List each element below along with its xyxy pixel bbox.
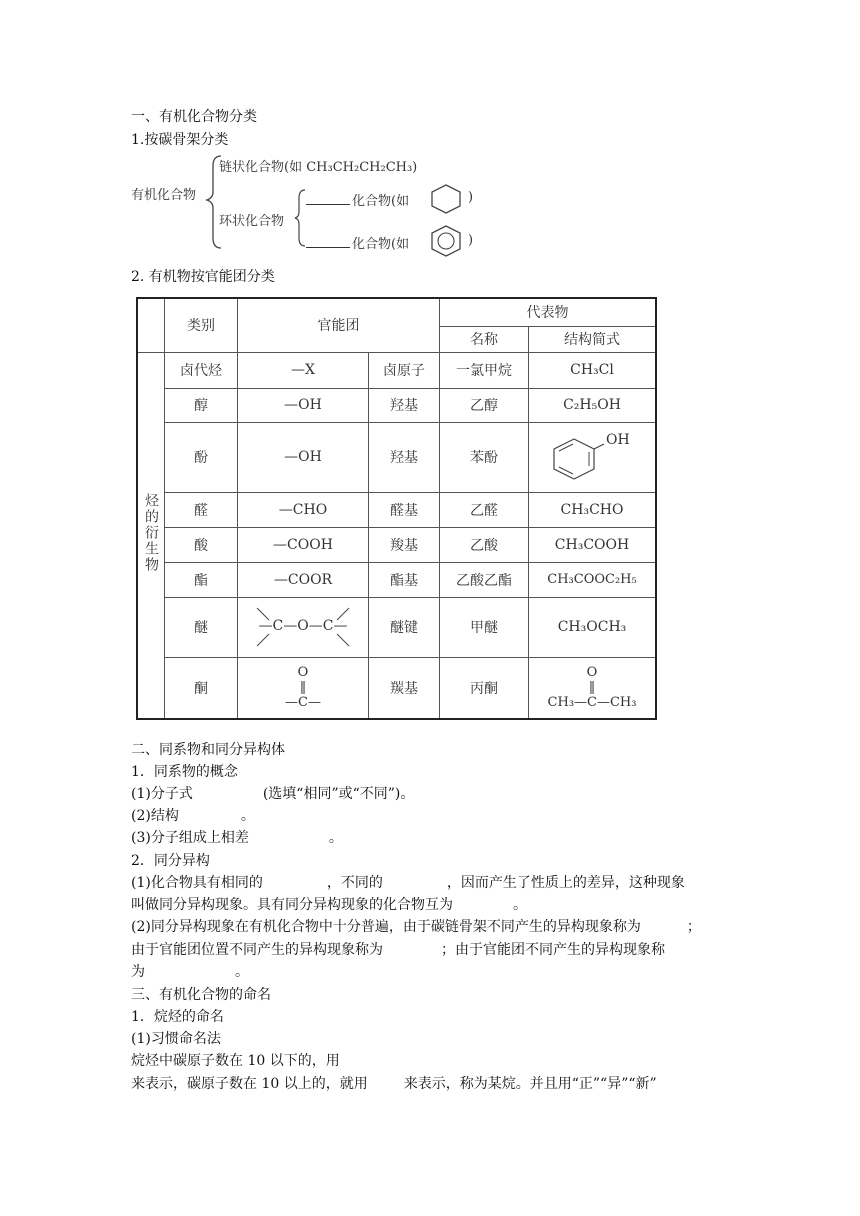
homolog-item-3: (3)分子组成上相差 。 — [131, 830, 343, 846]
ring-sub-1-text: 化合物(如 — [352, 194, 410, 209]
group-name-cell: 羰基 — [369, 657, 440, 719]
formula-cell: C₂H₅OH — [529, 388, 657, 422]
group-cell: —CHO — [238, 492, 369, 527]
formula-cell: CH₃CHO — [529, 492, 657, 527]
table-row — [137, 388, 656, 422]
common-naming-line2: 来表示，碳原子数在 10 以上的，就用 来表示，称为某烷。并且用“正”“异”“新” — [131, 1076, 657, 1092]
table-row — [137, 527, 656, 562]
category-cell: 醛 — [165, 492, 238, 527]
name-cell: 乙醇 — [440, 388, 529, 422]
root-label: 有机化合物 — [131, 188, 197, 203]
section-2-title: 二、同系物和同分异构体 — [131, 742, 285, 758]
isomer-p2-line3: 为 。 — [131, 964, 249, 980]
category-cell: 酮 — [165, 657, 238, 719]
group-name-cell: 羟基 — [369, 388, 440, 422]
formula-cell: CH₃COOH — [529, 527, 657, 562]
side-label-cell — [137, 352, 165, 719]
group-cell-ketone — [238, 657, 369, 719]
isomer-p1-line1: (1)化合物具有相同的 ，不同的 ，因而产生了性质上的差异，这种现象 — [131, 875, 685, 891]
group-name-cell: 羟基 — [369, 422, 440, 492]
section-1-title: 一、有机化合物分类 — [131, 109, 257, 125]
double-bond: ‖ — [299, 680, 307, 696]
carbonyl-oxygen: O — [297, 665, 309, 681]
ring-sub-2-text: 化合物(如 — [352, 237, 410, 252]
acetone-chain: CH₃—C—CH₃ — [547, 695, 637, 711]
group-name-cell: 羧基 — [369, 527, 440, 562]
header-formula: 结构简式 — [529, 326, 657, 352]
side-label: 烃的衍生物 — [143, 493, 159, 574]
section-3-title: 三、有机化合物的命名 — [131, 987, 271, 1003]
table-row — [137, 657, 656, 719]
name-cell: 乙酸 — [440, 527, 529, 562]
name-cell: 一氯甲烷 — [440, 352, 529, 388]
corner-cell — [137, 298, 165, 352]
formula-cell: CH₃COOC₂H₅ — [529, 562, 657, 597]
group-cell: —OH — [238, 422, 369, 492]
category-cell: 酯 — [165, 562, 238, 597]
category-cell: 醚 — [165, 597, 238, 657]
group-cell: —X — [238, 352, 369, 388]
header-representative: 代表物 — [440, 298, 657, 326]
phenol-oh: OH — [606, 432, 630, 448]
isomer-heading: 2．同分异构 — [131, 853, 210, 869]
isomer-p2-line2: 由于官能团位置不同产生的异构现象称为 ；由于官能团不同产生的异构现象称 — [131, 942, 665, 958]
skeleton-heading: 1.按碳骨架分类 — [131, 132, 229, 148]
formula-cell: CH₃OCH₃ — [529, 597, 657, 657]
carbonyl-carbon: —C— — [285, 695, 321, 711]
formula-cell-phenol — [529, 422, 657, 492]
table-row — [137, 422, 656, 492]
header-category: 类别 — [165, 298, 238, 352]
phenol-ring-icon — [546, 436, 606, 482]
group-cell: —OH — [238, 388, 369, 422]
group-name-cell: 卤原子 — [369, 352, 440, 388]
group-name-cell: 醚键 — [369, 597, 440, 657]
ether-group-text: —C—O—C— — [258, 618, 348, 634]
benzene-icon — [428, 224, 464, 258]
formula-cell-acetone — [529, 657, 657, 719]
homolog-item-2: (2)结构 。 — [131, 808, 255, 824]
header-group: 官能团 — [238, 298, 440, 352]
name-cell: 乙醛 — [440, 492, 529, 527]
category-cell: 卤代烃 — [165, 352, 238, 388]
group-heading: 2. 有机物按官能团分类 — [131, 269, 275, 285]
category-cell: 酸 — [165, 527, 238, 562]
chain-label: 链状化合物(如 CH₃CH₂CH₂CH₃) — [219, 160, 418, 175]
name-cell: 丙酮 — [440, 657, 529, 719]
name-cell: 乙酸乙酯 — [440, 562, 529, 597]
table-row — [137, 352, 656, 388]
common-naming-line1: 烷烃中碳原子数在 10 以下的，用 — [131, 1053, 340, 1069]
category-cell: 醇 — [165, 388, 238, 422]
cyclohexane-icon — [428, 183, 464, 215]
category-cell: 酚 — [165, 422, 238, 492]
table-row — [137, 562, 656, 597]
group-cell: —COOH — [238, 527, 369, 562]
blank[interactable] — [306, 192, 350, 205]
ring-label: 环状化合物 — [219, 214, 285, 229]
table-row — [137, 492, 656, 527]
isomer-p2-line1: (2)同分异构现象在有机化合物中十分普遍，由于碳链骨架不同产生的异构现象称为 ； — [131, 919, 701, 935]
formula-cell: CH₃Cl — [529, 352, 657, 388]
group-cell-ether — [238, 597, 369, 657]
group-cell: —COOR — [238, 562, 369, 597]
group-name-cell: 酯基 — [369, 562, 440, 597]
header-name: 名称 — [440, 326, 529, 352]
carbonyl-oxygen: O — [586, 665, 598, 681]
group-name-cell: 醛基 — [369, 492, 440, 527]
alkane-naming-heading: 1．烷烃的命名 — [131, 1009, 224, 1025]
ring-sub-2 — [306, 233, 409, 252]
name-cell: 苯酚 — [440, 422, 529, 492]
common-naming-heading: (1)习惯命名法 — [131, 1031, 221, 1047]
table-row — [137, 597, 656, 657]
name-cell: 甲醚 — [440, 597, 529, 657]
blank[interactable] — [306, 235, 350, 248]
close-paren: ) — [468, 190, 474, 205]
functional-group-table — [136, 297, 657, 720]
close-paren: ) — [468, 233, 474, 248]
ring-sub-1 — [306, 190, 409, 209]
isomer-p1-line2: 叫做同分异构现象。具有同分异构现象的化合物互为 。 — [131, 897, 527, 913]
homolog-item-1: (1)分子式 (选填“相同”或“不同”)。 — [131, 786, 415, 802]
homolog-heading: 1．同系物的概念 — [131, 764, 238, 780]
double-bond: ‖ — [588, 680, 596, 696]
